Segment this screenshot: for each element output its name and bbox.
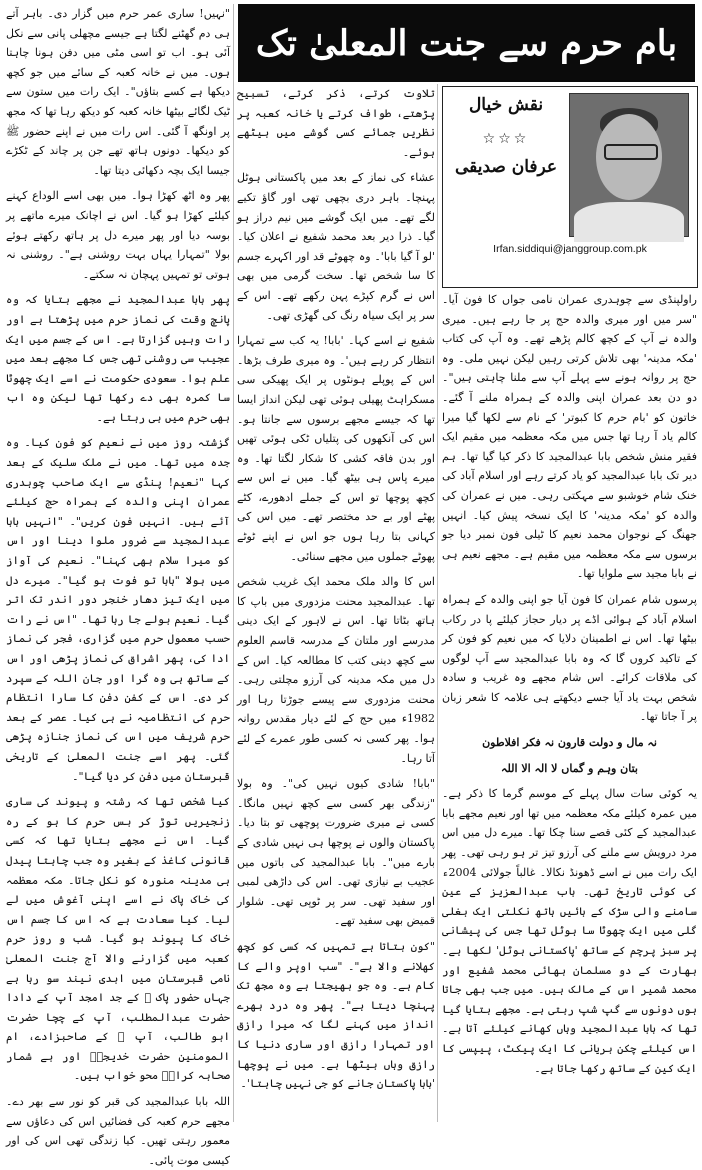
photo-shirt: [574, 202, 684, 242]
article-title-banner: [238, 4, 695, 82]
text-column-right: [442, 290, 697, 1122]
text-column-middle: [237, 84, 435, 1122]
photo-glasses: [604, 144, 658, 160]
paragraph: یہ کوئی سات سال پہلے کے موسم گرما کا ذکر ہے۔ میں عمرہ کیلئے مکہ معظمہ میں تھا اور نعیم مجھے بابا عبدالمجید کے کئی قصے سنا چکا تھا۔ میرے دل میں اس مرد درویش سے ملنے کی آرزو تیز تر ہو رہی تھی۔ پھر ایک رات میں نے اسے ڈھونڈ نکالا۔ غالباً جولائی 2004ء کی کوئی تاریخ تھی۔ باب عبدالعزیز کے عین سامنے والی سڑک کے بائیں ہاتھ نکلتی ایک بغلی گلی میں ایک چھوٹا سا ہوٹل تھا جس کی پیشانی پر سبز پرچم کے ساتھ 'پاکستانی ہوٹل' لکھا ہے۔ بھارت کے دو مسلمان بھائی محمد شفیع اور محمد شمیر اس کے مالک ہیں۔ میں جب بھی جاتا ہوں دونوں سے گپ شپ رہتی ہے۔ مجھے بتایا گیا تھا کہ بابا عبدالمجید وہاں کھانے کیلئے آتا ہے۔ اس کیلئے چکن بریانی کا ایک پیکٹ، پیپسی کا ایک کین کے ساتھ رکھا جاتا ہے۔: [442, 787, 697, 1075]
author-name: عرفان صدیقی: [454, 157, 558, 177]
paragraph: اس کا والد ملک محمد ایک غریب شخص تھا۔ عبدالمجید محنت مزدوری میں باپ کا ہاتھ بٹاتا تھا۔ اس نے لاہور کے ایک دینی مدرسے اور ملتان کے مدرسہ قاسم العلوم سے کچھ دینی کتب کا مطالعہ کیا۔ اس کے دل میں مکہ مدینہ کی آرزو مچلتی رہی۔ محنت مزدوری سے پیسے جوڑتا رہا اور 1982ء میں حج کے لئے دیار مقدس روانہ ہوا۔ پھر کسی نہ کسی طور عمرے کے لئے آتا رہا۔: [237, 575, 435, 765]
paragraph: "بابا! شادی کیوں نہیں کی"۔ وہ بولا "زندگی بھر کسی سے کچھ نہیں مانگا۔ کسی نے میری ضرورت پوچھی تو بتا دیا۔ پاکستان والوں نے پوچھا ہی نہیں شادی کے بارے میں"۔ بابا عبدالمجید کی باتوں میں عجیب بے نیازی تھی۔ اس کی داڑھی لمبی اور سفید تھی۔ سر پر ٹوپی تھی۔ شلوار قمیض بھی سفید تھے۔: [237, 777, 435, 928]
column-divider: [437, 84, 438, 1122]
author-box: [442, 86, 698, 288]
column-name: نقش خیال: [468, 95, 544, 115]
couplet-line: نہ مال و دولت قارون نہ فکر افلاطون: [482, 736, 657, 750]
paragraph: کیا شخص تھا کہ رشتہ و پیوند کی ساری زنجیریں توڑ کر بس حرم کا ہو کے رہ گیا۔ اس نے مجھے بتایا تھا کہ کسی قانونی کاغذ کے بغیر وہ جب چاہتا پیدل ہی مدینہ منورہ کو نکل جاتا۔ مکہ معظمہ کی خاک پاک نے اسے اپنی آغوش میں لے لیا۔ کیا سعادت ہے کہ اس کا جسم اس خاک کا پیوند ہو گیا۔ شب و روز حرم کعبہ میں گزارنے والا آج جنت المعلیٰ نامی قبرستان میں ابدی نیند سو رہا ہے جہاں حضور پاک ﷺ کے جد امجد آپ کے دادا حضرت عبدالمطلب، آپ کے چچا حضرت ابو طالب، آپ ﷺ کے صاحبزادے، ام المومنین حضرت خدیجہؓ اور بے شمار صحابہ کرامؓ محو خواب ہیں۔: [6, 795, 230, 1083]
paragraph: پھر بابا عبدالمجید نے مجھے بتایا کہ وہ پانچ وقت کی نماز حرم میں پڑھتا ہے اور رات وہیں گزارتا ہے۔ اس کے جسم میں ایک عجیب سی روشنی تھی جس کا مجھے بعد میں علم ہوا۔ سعودی حکومت نے اسے ایک چھوٹا سا کمرہ بھی دے رکھا تھا لیکن وہ اب بھی حرم میں ہی رہتا ہے۔: [6, 293, 230, 424]
paragraph: شفیع نے اسے کہا۔ 'بابا! یہ کب سے تمہارا انتظار کر رہے ہیں'۔ وہ میری طرف بڑھا۔ اس کے پوپلے ہونٹوں پر ایک پھیکی سی مسکراہٹ پھیلی ہوئی تھی لیکن انداز ایسا تھا کہ جیسے مجھے برسوں سے جانتا ہو۔ اس کی آنکھوں کی پتلیاں ٹکی ہوئی تھیں اور بدن فاقہ کشی کا شکار لگتا تھا۔ وہ میرے پاس ہی بیٹھ گیا۔ میں نے اس سے کچھ پوچھا تو اس کے جملے ادھورے، کٹے پھٹے اور بے حد مختصر تھے۔ میں اس کی کہانی بتا رہا ہوں جو اس نے اپنے ٹوٹے پھوٹے جملوں میں مجھے سنائی۔: [237, 334, 435, 563]
paragraph: گزشتہ روز میں نے نعیم کو فون کیا۔ وہ جدہ میں تھا۔ میں نے ملک سلیک کے بعد کہا "نعیم! پنڈی سے ایک صاحب چوہدری عمران اپنی والدہ کے ہمراہ حج کیلئے آئے ہیں۔ انہیں فون کریں"۔ "انہیں بابا عبدالمجید سے ضرور ملوا دینا اور اس کو میرا سلام بھی کہنا"۔ نعیم کی آواز میں بولا "بابا تو فوت ہو گیا"۔ میرے دل میں ایک تیز دھار خنجر دور اندر تک اتر گیا۔ نعیم بولے جا رہا تھا۔ "اس نے رات حسب معمول حرم میں گزاری، فجر کی نماز ادا کی، پھر اشراق کی نماز پڑھی اور اس کے ساتھ ہی وہ گرا اور جان اللہ کے سپرد کر دی۔ اس کے کفن دفن کا سارا انتظام حرم کی انتظامیہ نے ہی کیا۔ عصر کے بعد حرم شریف میں اس کی نماز جنازہ پڑھی گئی۔ پھر اسے جنت المعلیٰ کے تاریخی قبرستان میں دفن کر دیا گیا"۔: [6, 436, 230, 783]
paragraph: پرسوں شام عمران کا فون آیا جو اپنی والدہ کے ہمراہ اسلام آباد کے ہوائی اڈے پر دیار حجاز کیلئے پا در رکاب بیٹھا تھا۔ اس نے اطمینان دلایا کہ میں نعیم کو فون کر کے تاکید کروں گا کہ وہ بابا عبدالمجید سے آپ لوگوں کی ملاقات کرائے۔ اس شام مجھے وہ غریب و سادہ شخص بہت یاد آیا جسے دیکھتے ہی علامہ کا شعر زبان پر آ جاتا تھا۔: [442, 592, 697, 724]
column-divider: [233, 4, 234, 1122]
article-title: بام حرم سے جنت المعلیٰ تک: [255, 22, 678, 64]
paragraph: اللہ بابا عبدالمجید کی قبر کو نور سے بھر دے۔ مجھے حرم کعبہ کی فضائیں اس کی دعاؤں سے معمور رہتی تھیں۔ کیا زندگی تھی اس کی اور کیسی موت پائی۔: [6, 1095, 230, 1167]
stars-icon: ☆☆☆: [482, 131, 530, 147]
author-photo: [569, 93, 689, 237]
paragraph: تلاوت کرتے، ذکر کرتے، تسبیح پڑھتے، طواف کرتے یا خانہ کعبہ پر نظریں جمائے کسی گوشے میں بیٹھے ہوئے۔: [237, 87, 435, 159]
paragraph: "نہیں! ساری عمر حرم میں گزار دی۔ باہر آتے ہی دم گھٹنے لگتا ہے جیسے مچھلی پانی سے نکل آئی ہو۔ اب تو اسی مٹی میں دفن ہونا چاہتا ہوں۔ میں نے خانہ کعبہ کے سائے میں جو کچھ دیکھا ہے کسے بتاؤں"۔ ایک رات میں ستون سے ٹیک لگائے بیٹھا خانہ کعبہ کو دیکھ رہا تھا کہ مجھ پر اونگھ آ گئی۔ اس رات میں نے اپنے حضور ﷺ کو دیکھا۔ دونوں ہاتھ تھے جن پر چاند کے ٹکڑے جیسا ایک بچہ دکھائی دیتا تھا۔: [6, 7, 230, 177]
paragraph: پھر وہ اٹھ کھڑا ہوا۔ میں بھی اسے الوداع کہنے کیلئے کھڑا ہو گیا۔ اس نے اچانک میرے ماتھے پر بوسہ دیا اور پھر میرے دل پر ہاتھ رکھتے ہوئے بولا "تمہارا یہاں بہت روشنی ہے"۔ روشنی نہ ہوتی تو تمہیں پہچان نہ سکتے۔: [6, 189, 230, 281]
author-email: Irfan.siddiqui@janggroup.com.pk: [493, 243, 647, 255]
text-column-left: [6, 4, 230, 1167]
paragraph: راولپنڈی سے چوہدری عمران نامی جواں کا فون آیا۔ "سر میں اور میری والدہ حج پر جا رہے ہیں۔ میری والدہ نے آپ کے کچھ کالم پڑھے تھے۔ وہ آپ کی کتاب 'مکہ مدینہ' بھی تلاش کرتی رہیں لیکن نہیں ملی۔ وہ حج پر روانہ ہونے سے پہلے آپ سے ملنا چاہتی ہیں"۔ دو دن بعد عمران اپنی والدہ کے ہمراہ ملنے آ گئے۔ خاتون کو 'بام حرم کا کبوتر' کے نام سے لکھا گیا میرا کالم یاد آ رہا تھا جس میں مکہ معظمہ میں مقیم ایک فقیر منش شخص بابا عبدالمجید کا ذکر کیا گیا تھا۔ ہم دیر تک بابا عبدالمجید کو یاد کرتے رہے اور اسلام آباد کی خنک شام خوشبو سے مہکتی رہی۔ میں نے عمران کی والدہ کو 'مکہ مدینہ' کا ایک نسخہ پیش کیا۔ انہیں جھنگ کے نوجوان محمد نعیم کا ٹیلی فون نمبر دیا جو برسوں سے مکہ معظمہ میں مقیم ہے۔ مجھے نعیم ہی نے بابا مجید سے ملوایا تھا۔: [442, 293, 697, 581]
paragraph: "کون بتاتا ہے تمہیں کہ کسی کو کچھ کھلانے والا ہے"۔ "سب اوپر والے کا کام ہے۔ وہ جو بھیجتا ہے وہ مجھ تک پہنچا دیتا ہے"۔ پھر وہ درد بھرے انداز میں کہنے لگا کہ میرا رازق اور تمہارا رازق اور ساری دنیا کا رازق وہاں بیٹھا ہے۔ میں نے پوچھا 'بابا پاکستان جانے کو جی نہیں چاہتا'۔: [237, 939, 435, 1091]
paragraph: عشاء کی نماز کے بعد میں پاکستانی ہوٹل پہنچا۔ باہر دری بچھی تھی اور گاؤ تکیے لگے تھے۔ میں ایک گوشے میں نیم دراز ہو گیا۔ ذرا دیر بعد محمد شفیع نے اعلان کیا۔ 'لو آ گیا بابا'۔ وہ چھوٹے قد اور اکہرے جسم کا سا شخص تھا۔ سخت گرمی میں بھی اس نے گرم کپڑے پہن رکھے تھے۔ اس کے سر پر ایک سیاہ رنگ کی گھڑی تھی۔: [237, 171, 435, 322]
couplet-line: بتان وہم و گماں لا الہ الا اللہ: [501, 761, 638, 775]
